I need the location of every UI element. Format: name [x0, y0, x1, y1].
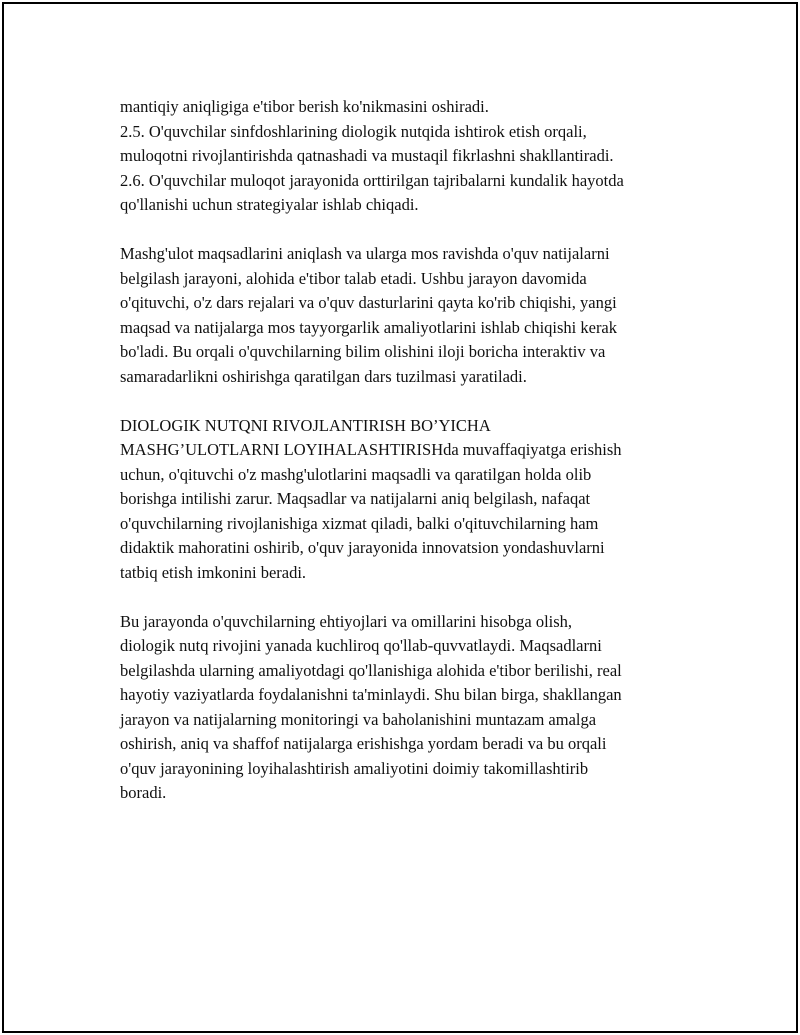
text-line: belgilashda ularning amaliyotdagi qo'llanishiga alohida e'tibor berilishi, real	[120, 660, 622, 680]
text-line: o'quv jarayonining loyihalashtirish amaliyotini doimiy takomillashtirib	[120, 758, 589, 778]
text-line: mantiqiy aniqligiga e'tibor berish ko'nikmasini oshiradi.	[120, 97, 489, 116]
paragraph-objectives-list	[120, 95, 700, 218]
text-line: muloqotni rivojlantirishda qatnashadi va mustaqil fikrlashni shakllantiradi.	[120, 146, 614, 165]
text-line: diologik nutq rivojini yanada kuchliroq qo'llab-quvvatlaydi. Maqsadlarni	[120, 636, 602, 655]
paragraph-spacer	[120, 585, 700, 610]
text-line: Bu jarayonda o'quvchilarning ehtiyojlari va omillarini hisobga olish,	[120, 611, 573, 631]
paragraph-spacer	[120, 389, 700, 414]
text-line: didaktik mahoratini oshirib, o'quv jarayonida innovatsion yondashuvlarni	[120, 538, 605, 557]
text-line: DIOLOGIK NUTQNI RIVOJLANTIRISH BO’YICHA	[120, 415, 491, 435]
text-line: Mashg'ulot maqsadlarini aniqlash va ularga mos ravishda o'quv natijalarni	[120, 244, 610, 263]
text-line: jarayon va natijalarning monitoringi va baholanishini muntazam amalga	[120, 709, 597, 729]
text-line: 2.5. O'quvchilar sinfdoshlarining diologik nutqida ishtirok etish orqali,	[120, 121, 587, 141]
text-line: bo'ladi. Bu orqali o'quvchilarning bilim olishini iloji boricha interaktiv va	[120, 342, 606, 361]
text-line: maqsad va natijalarga mos tayyorgarlik amaliyotlarini ishlab chiqishi kerak	[120, 317, 618, 337]
text-line: samaradarlikni oshirishga qaratilgan dars tuzilmasi yaratiladi.	[120, 366, 527, 386]
text-line: borishga intilishi zarur. Maqsadlar va natijalarni aniq belgilash, nafaqat	[120, 489, 591, 508]
text-line: 2.6. O'quvchilar muloqot jarayonida orttirilgan tajribalarni kundalik hayotda	[120, 170, 624, 190]
text-line: belgilash jarayoni, alohida e'tibor talab etadi. Ushbu jarayon davomida	[120, 268, 587, 288]
text-line: MASHG’ULOTLARNI LOYIHALASHTIRISHda muvaffaqiyatga erishish	[120, 440, 622, 459]
paragraph-lesson-design	[120, 414, 700, 586]
text-line: oshirish, aniq va shaffof natijalarga erishishga yordam beradi va bu orqali	[120, 734, 607, 753]
document-body	[120, 95, 700, 806]
text-line: uchun, o'qituvchi o'z mashg'ulotlarini maqsadli va qaratilgan holda olib	[120, 464, 592, 484]
text-line: o'quvchilarning rivojlanishiga xizmat qiladi, balki o'qituvchilarning ham	[120, 513, 599, 533]
page	[2, 2, 798, 1033]
text-line: o'qituvchi, o'z dars rejalari va o'quv dasturlarini qayta ko'rib chiqishi, yangi	[120, 293, 617, 312]
paragraph-goal-setting	[120, 242, 700, 389]
text-line: hayotiy vaziyatlarda foydalanishni ta'minlaydi. Shu bilan birga, shakllangan	[120, 685, 622, 704]
text-line: tatbiq etish imkonini beradi.	[120, 562, 307, 582]
text-line: qo'llanishi uchun strategiyalar ishlab chiqadi.	[120, 195, 419, 214]
paragraph-student-needs	[120, 610, 700, 806]
paragraph-spacer	[120, 218, 700, 243]
text-line: boradi.	[120, 783, 167, 802]
